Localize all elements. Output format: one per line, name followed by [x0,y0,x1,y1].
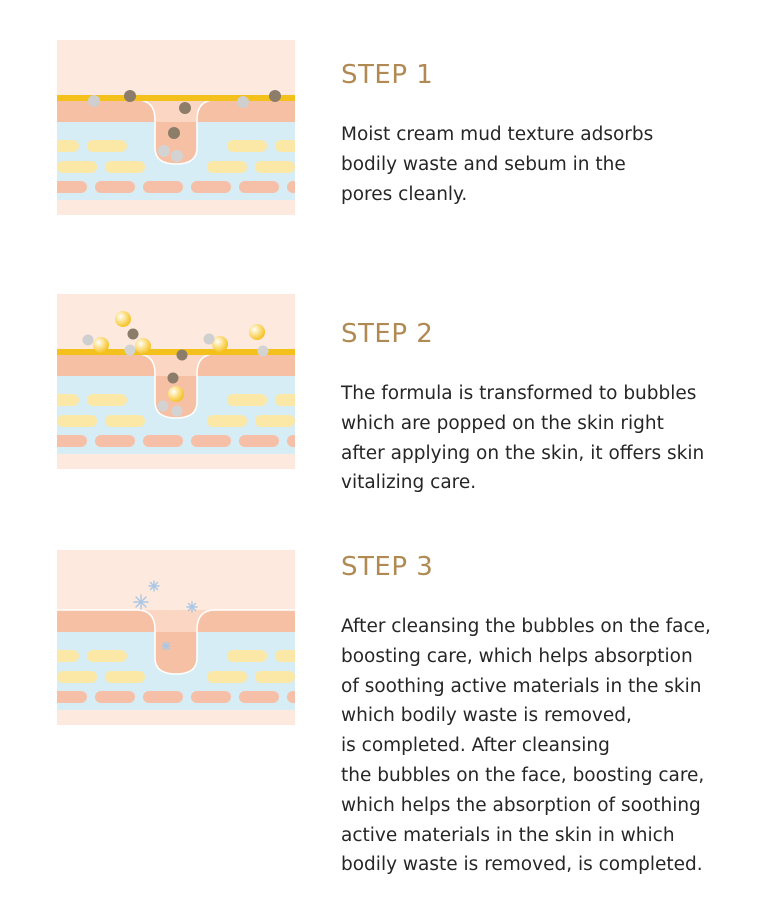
step-title: STEP 3 [341,552,434,582]
clean-pore-sparkle-icon [57,550,295,725]
pore-with-bubbles-icon [57,294,295,469]
step-title: STEP 1 [341,60,434,90]
step-description: After cleansing the bubbles on the face, boosting care, which helps absorption of soothing active materials in the skin which bodily waste is removed, is completed. After cleansing the bubbles on the face, boosting care, which helps the absorption of soothing active materials in the skin in which bodily waste is removed, is completed. [341,616,711,876]
step-description: Moist cream mud texture adsorbs bodily waste and sebum in the pores cleanly. [341,124,654,205]
step-description: The formula is transformed to bubbles which are popped on the skin right after applying on the skin, it offers skin vitalizing care. [341,383,705,494]
pore-with-sebum-icon [57,40,295,215]
step-title: STEP 2 [341,319,434,349]
